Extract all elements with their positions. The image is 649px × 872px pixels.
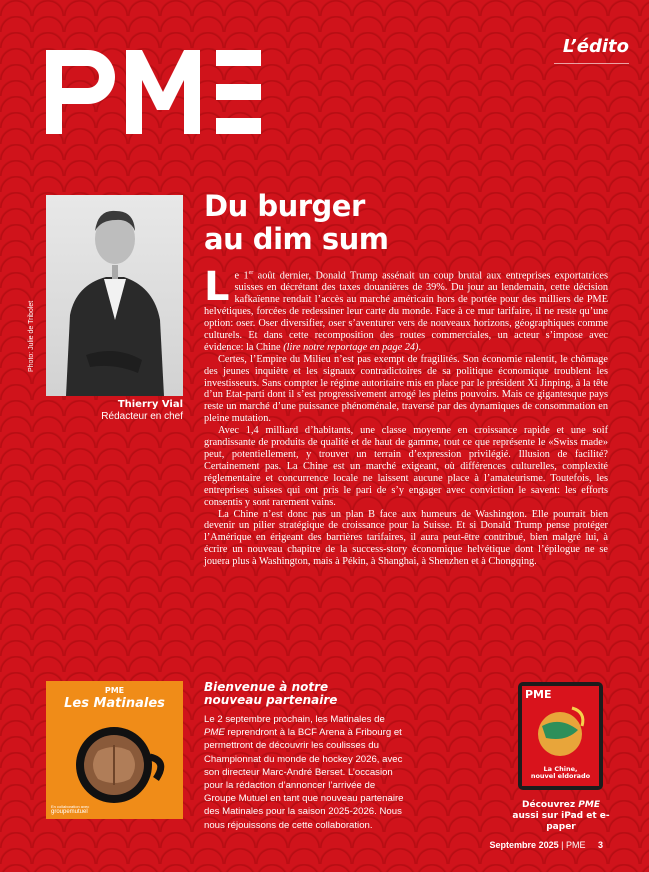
author-photo	[46, 195, 183, 396]
promo-sponsor	[51, 804, 89, 815]
partner-title-line-1: Bienvenue à notre	[204, 680, 329, 694]
paragraph-4: La Chine n’est donc pas un plan B face aux humeurs de Washington. Elle pourrait bien devenir un pilier stratégique de croissance pour la Suisse. Et si Donald Trump pense protéger l’Amérique en érigeant des barrières tarifaires, il aura peut-être contribué, bien malgré lui, à écrire un nouveau chapitre de la success-story économique helvétique dont l’épilogue ne se jouera plus à Washington, mais à Pékin, à Shanghai, à Shenzhen et à Chongqing.	[204, 508, 608, 568]
portrait-illustration	[46, 195, 183, 396]
tablet-headline	[522, 766, 599, 780]
partner-text-1: Le 2 septembre prochain, les Matinales de	[204, 714, 385, 725]
article-headline	[204, 190, 504, 256]
partner-title	[204, 681, 404, 707]
partner-text-em: PME	[204, 727, 225, 739]
author-name: Thierry Vial	[117, 399, 183, 410]
tablet-screen	[522, 686, 599, 786]
footer-separator: |	[561, 840, 566, 850]
headline-line-2: au dim sum	[204, 222, 389, 256]
paragraph-2: Certes, l’Empire du Milieu n’est pas exempt de fragilités. Son économie ralentit, le chômage des jeunes inquiète et les signaux contradictoires de sa politique économique troublent les investisseurs. Sans compter le régime autoritaire mis en place par le président Xi Jinping, à la tête d’un Etat-parti dont il s’est progressivement arrogé les pleins pouvoirs. Mais ce gigantesque pays reste un marché d’une puissance phénoménale, traversé par des dynamiques de consommation en pleine mutation.	[204, 353, 608, 425]
promo-brand: PME	[104, 686, 125, 695]
tablet-headline-2: nouvel eldorado	[530, 772, 591, 780]
tablet-caption	[510, 800, 612, 833]
tablet-caption-pre: Découvrez	[522, 800, 579, 810]
p1-end: .	[418, 341, 422, 353]
tablet-cover	[518, 682, 603, 790]
partner-title-line-2: nouveau partenaire	[204, 693, 338, 707]
coffee-cup-icon	[46, 681, 183, 819]
page-number: 3	[597, 840, 603, 850]
author-role: Rédacteur en chef	[101, 411, 183, 422]
article-body	[204, 264, 608, 568]
tablet-caption-em: PME	[578, 800, 600, 810]
p1-text: août dernier, Donald Trump assénait un coup brutal aux entreprises exportatrices suisses en décrétant des taxes douanières de 39%. Du jour au lendemain, cette décision kafkaïenne rendait l’accès au marché américain hors de portée pour des milliers de PME helvétiques, forcées de redessiner leur carte du monde. Face à ce mur tarifaire, il ne reste qu’une option: oser. Oser diversifier, oser s’aventurer vers de nouveaux horizons, géographiques comme culturels. Et dans cette recomposition des routes commerciales, un acteur s’impose avec évidence: la Chine	[204, 270, 608, 353]
headline-line-1: Du burger	[204, 189, 365, 223]
promo-sponsor-name: groupemutuel	[51, 809, 88, 815]
magazine-name: PME	[565, 840, 586, 850]
tablet-logo: PME	[525, 688, 552, 701]
tablet-headline-1: La Chine,	[543, 765, 578, 773]
p1-start: e 1	[234, 270, 249, 282]
matinales-promo-image	[46, 681, 183, 819]
paragraph-1	[204, 264, 608, 354]
page-footer	[490, 840, 603, 850]
promo-title: Les Matinales	[64, 696, 165, 711]
p1-sup: er	[248, 270, 254, 276]
promo-sponsor-small: En collaboration avec	[51, 804, 90, 809]
pme-logo	[46, 50, 261, 134]
dropcap: L	[204, 264, 230, 310]
paragraph-3: Avec 1,4 milliard d’habitants, une classe moyenne en croissance rapide et une soif grandissante de produits de qualité et de haut de gamme, tout ce que représente le «Swiss made» peut, potentiellement, y trouver un terrain d’expression privilégié. Illusion de facilité? Certainement pas. La Chine est un marché exigeant, où différences culturelles, complexité réglementaire et concurrence locale ne laissent aucune place à l’amateurisme. Toutefois, les entreprises suisses qui ont pris le pari de s’y engager avec conviction le savent: les efforts consentis y sont rarement vains.	[204, 425, 608, 508]
partner-text-rest: reprendront à la BCF Arena à Fribourg et permettront de découvrir les coulisses du Championnat du monde de hockey 2026, avec son directeur Marc-André Berset. L’occasion pour la rédaction d’annoncer l’arrivée de Groupe Mutuel en tant que nouveau partenaire des Matinales pour la saison 2025-2026. Nous nous réjouissons de cette collaboration.	[204, 727, 404, 831]
section-label: L’édito	[554, 36, 629, 64]
p1-reference: (lire notre reportage en page 24)	[283, 341, 419, 353]
photo-credit: Photo: Julie de Tribolet	[28, 300, 35, 372]
tablet-caption-post: aussi sur iPad et e-paper	[512, 811, 610, 832]
partner-text	[204, 713, 404, 832]
issue-date: Septembre 2025	[489, 840, 559, 850]
